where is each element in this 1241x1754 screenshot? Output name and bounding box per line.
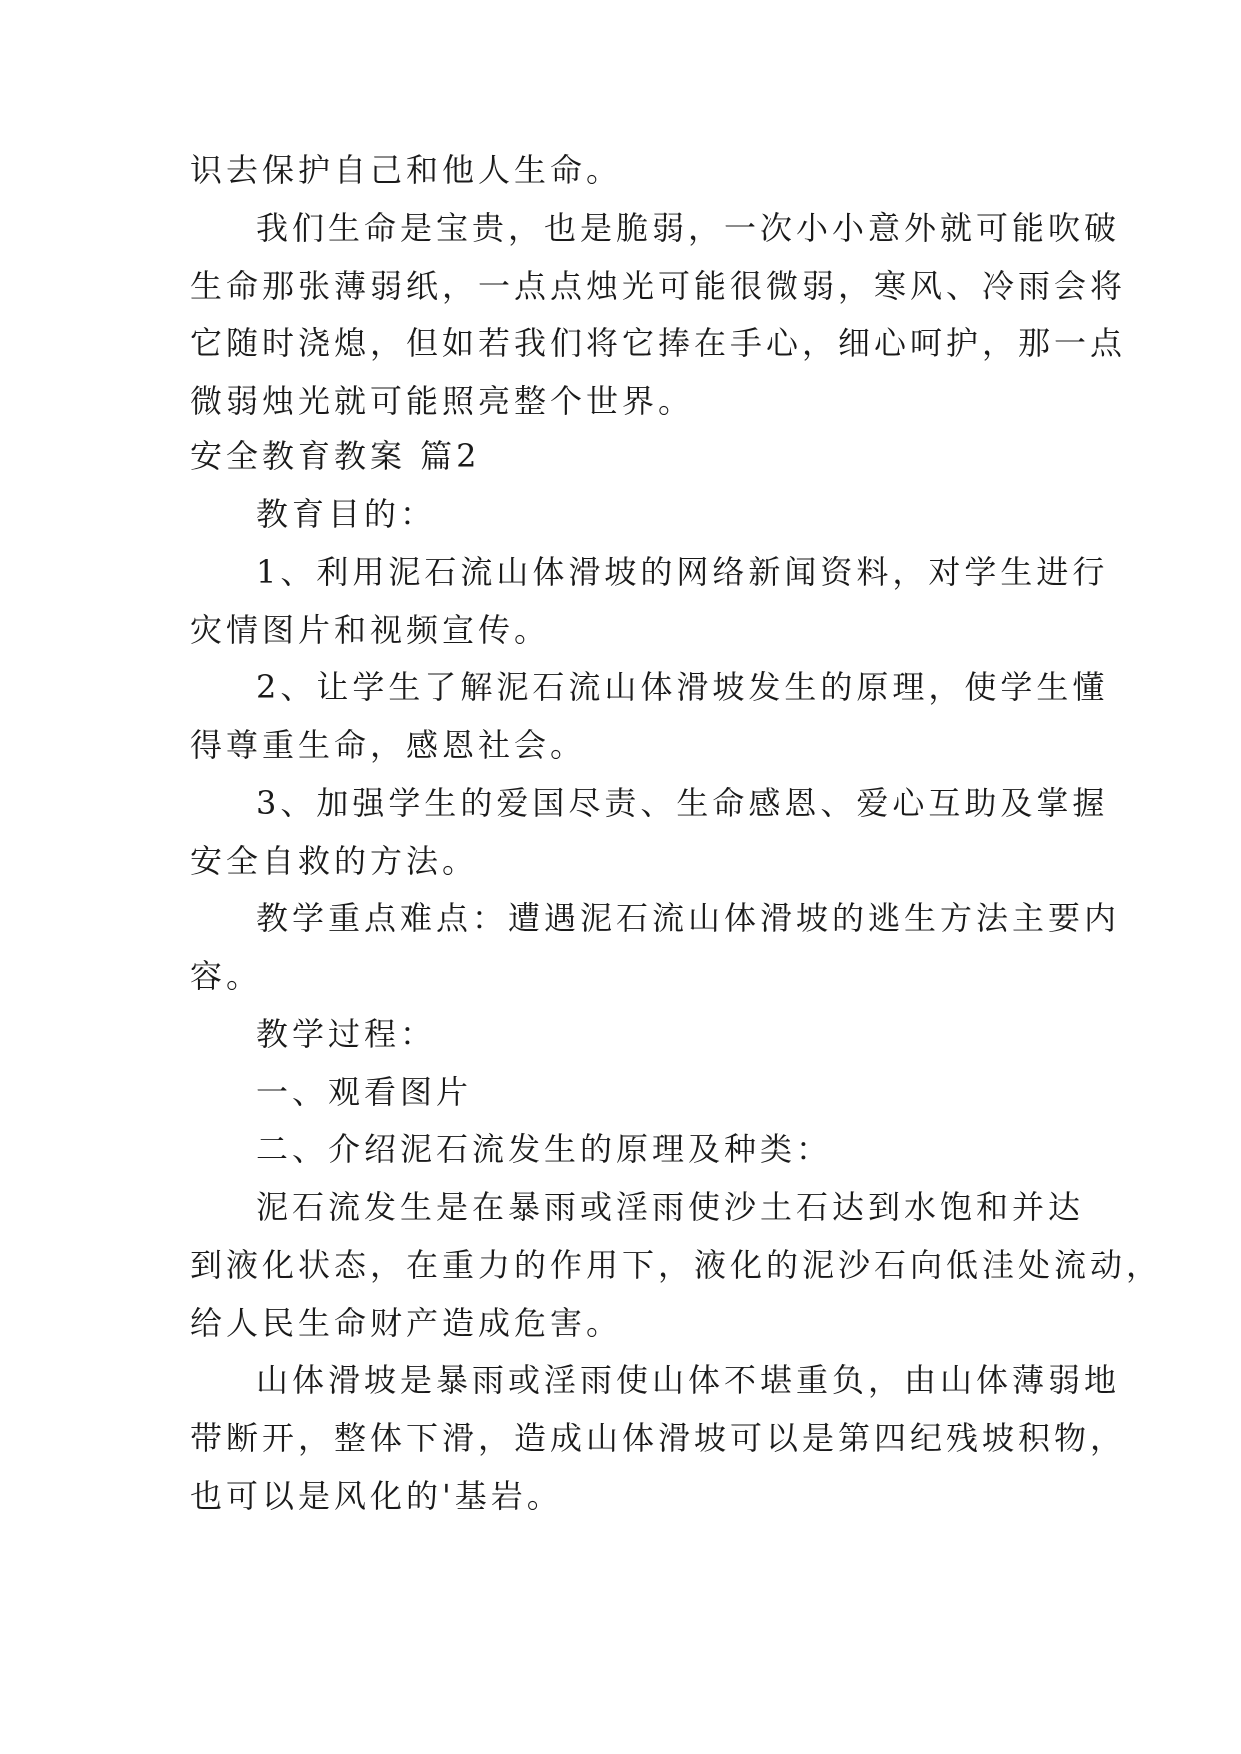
text-line-16: 教学过程： bbox=[256, 1015, 437, 1053]
text-line-10: 2、让学生了解泥石流山体滑坡发生的原理，使学生懂 bbox=[256, 668, 1109, 706]
text-line-11: 得尊重生命，感恩社会。 bbox=[190, 726, 587, 764]
text-line-23: 带断开，整体下滑，造成山体滑坡可以是第四纪残坡积物， bbox=[190, 1419, 1127, 1457]
text-line-19: 泥石流发生是在暴雨或淫雨使沙土石达到水饱和并达 bbox=[256, 1188, 1085, 1226]
text-line-13: 安全自救的方法。 bbox=[190, 842, 479, 880]
text-line-24: 也可以是风化的'基岩。 bbox=[190, 1477, 563, 1515]
text-line-9: 灾情图片和视频宣传。 bbox=[190, 611, 551, 649]
text-line-7: 教育目的： bbox=[256, 495, 437, 533]
text-line-12: 3、加强学生的爱国尽责、生命感恩、爱心互助及掌握 bbox=[256, 784, 1109, 822]
text-line-5: 微弱烛光就可能照亮整个世界。 bbox=[190, 382, 695, 420]
text-line-2: 我们生命是宝贵，也是脆弱，一次小小意外就可能吹破 bbox=[256, 209, 1121, 247]
text-line-17: 一、观看图片 bbox=[256, 1073, 473, 1111]
text-line-22: 山体滑坡是暴雨或淫雨使山体不堪重负，由山体薄弱地 bbox=[256, 1361, 1121, 1399]
text-line-18: 二、介绍泥石流发生的原理及种类： bbox=[256, 1130, 833, 1168]
text-line-21: 给人民生命财产造成危害。 bbox=[190, 1304, 623, 1342]
section-heading: 安全教育教案 篇2 bbox=[190, 437, 481, 475]
text-line-14: 教学重点难点：遭遇泥石流山体滑坡的逃生方法主要内 bbox=[256, 899, 1121, 937]
text-line-8: 1、利用泥石流山体滑坡的网络新闻资料，对学生进行 bbox=[256, 553, 1109, 591]
text-line-1: 识去保护自己和他人生命。 bbox=[190, 151, 623, 189]
text-line-20: 到液化状态，在重力的作用下，液化的泥沙石向低洼处流动， bbox=[190, 1246, 1163, 1284]
text-line-3: 生命那张薄弱纸，一点点烛光可能很微弱，寒风、冷雨会将 bbox=[190, 267, 1127, 305]
text-line-15: 容。 bbox=[190, 957, 263, 995]
text-line-4: 它随时浇熄，但如若我们将它捧在手心，细心呵护，那一点 bbox=[190, 324, 1127, 362]
